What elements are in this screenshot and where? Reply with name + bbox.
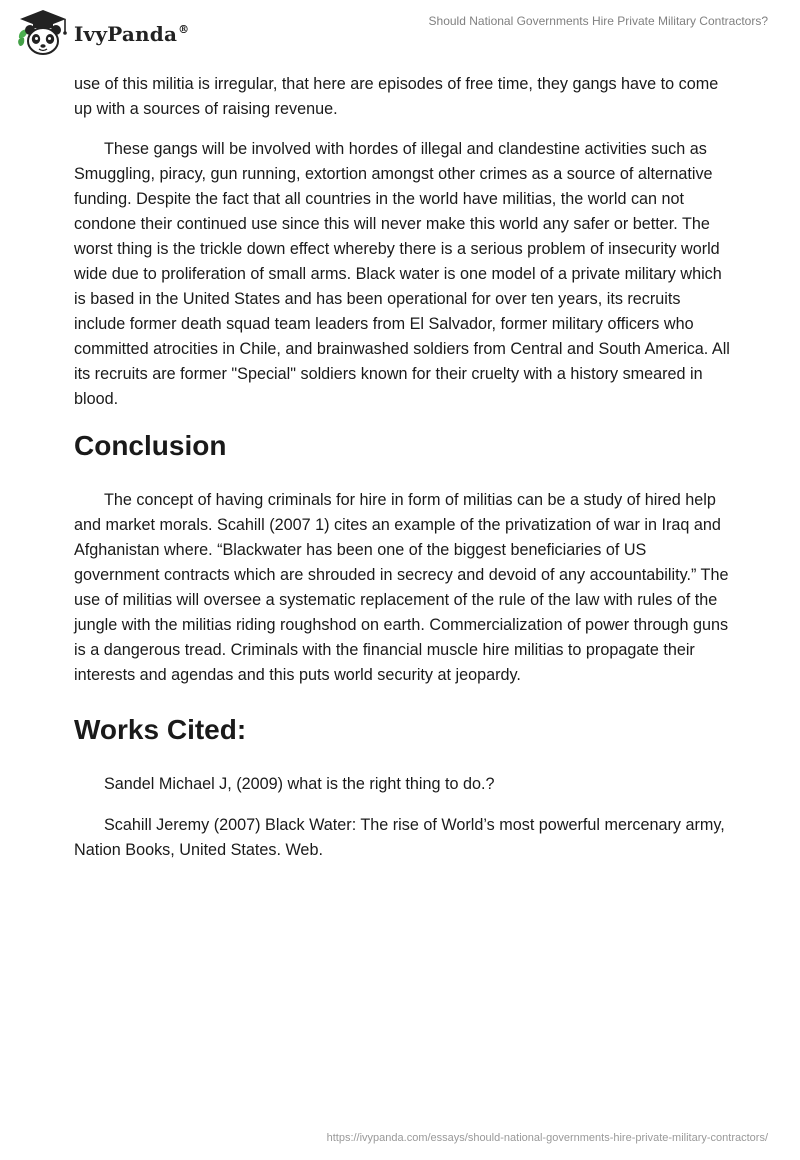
document-title: Should National Governments Hire Private Military Contractors? <box>428 14 768 28</box>
registered-mark: ® <box>178 23 190 37</box>
ivypanda-logo[interactable] <box>14 8 189 58</box>
conclusion-heading: Conclusion <box>74 430 227 461</box>
works-cited-heading: Works Cited: <box>74 714 247 745</box>
reference-item: Scahill Jeremy (2007) Black Water: The rise of World’s most powerful mercenary army, Nation Books, United States. Web. <box>74 816 725 859</box>
reference-item: Sandel Michael J, (2009) what is the right thing to do.? <box>104 775 495 793</box>
essay-content <box>74 72 734 863</box>
paragraph-gangs: These gangs will be involved with hordes of illegal and clandestine activities such as Smuggling, piracy, gun running, extortion amongst other crimes as a source of alternative funding. Despite the fact that all countries in the world have militias, the world can not condone their continued use since this will never make this world any safer or better. The worst thing is the trickle down effect whereby there is a serious problem of insecurity world wide due to proliferation of small arms. Black water is one model of a private military which is based in the United States and has been operational for over ten years, its recruits include former death squad team leaders from El Salvador, former military officers who committed atrocities in Chile, and brainwashed soldiers from Central and South America. All its recruits are former "Special" soldiers known for their cruelty with a history smeared in blood. <box>74 140 730 408</box>
logo-wordmark <box>74 22 189 46</box>
logo-name: IvyPanda <box>74 22 178 46</box>
panda-graduation-cap-icon <box>14 8 72 58</box>
source-url[interactable]: https://ivypanda.com/essays/should-national-governments-hire-private-military-contractors/ <box>326 1132 768 1144</box>
paragraph-continued: use of this militia is irregular, that here are episodes of free time, they gangs have to come up with a sources of raising revenue. <box>74 75 719 118</box>
conclusion-paragraph: The concept of having criminals for hire in form of militias can be a study of hired help and market morals. Scahill (2007 1) cites an example of the privatization of war in Iraq and Afghanistan where. “Blackwater has been one of the biggest beneficiaries of US government contracts which are shrouded in secrecy and devoid of any accountability.” The use of militias will oversee a systematic replacement of the rule of the law with rules of the jungle with the militias riding roughshod on earth. Commercialization of power through guns is a dangerous tread. Criminals with the financial muscle hire militias to propagate their interests and agendas and this puts world security at jeopardy. <box>74 491 729 684</box>
page-header <box>0 0 800 64</box>
